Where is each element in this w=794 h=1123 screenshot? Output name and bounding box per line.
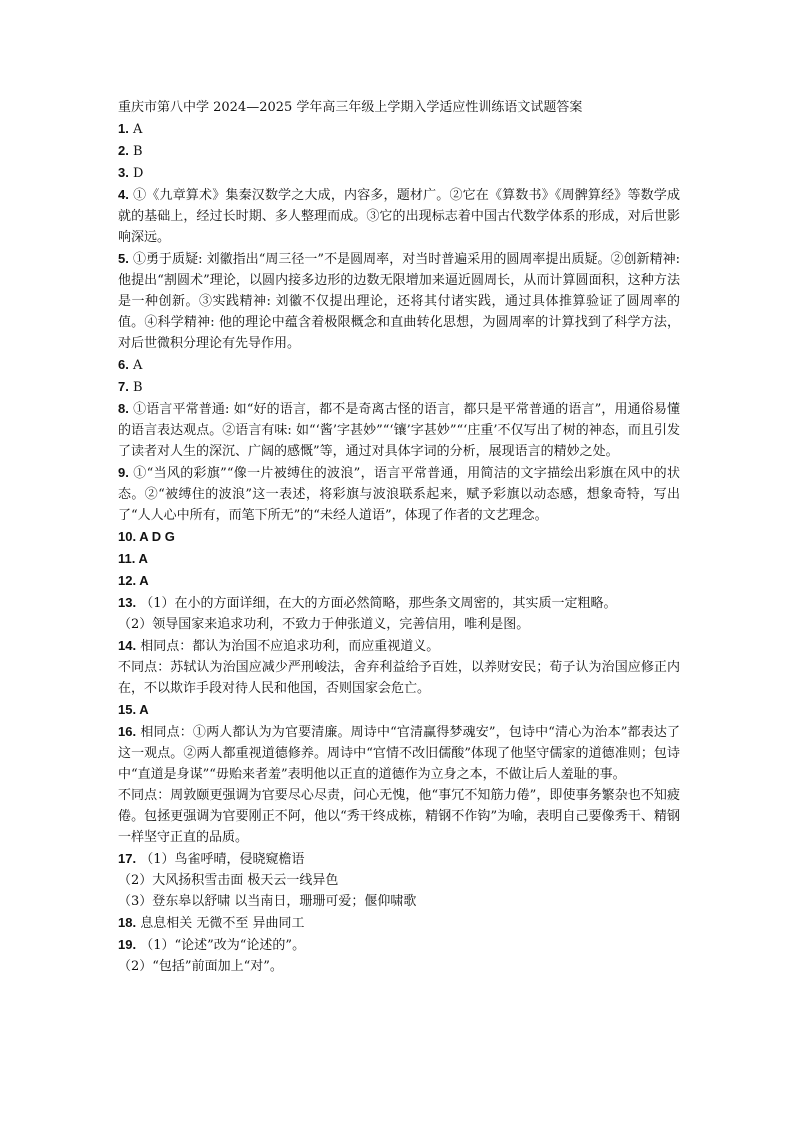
- answer-7: [118, 376, 680, 398]
- question-number: 6.: [118, 357, 129, 372]
- question-number: 7.: [118, 379, 129, 394]
- answer-text: D: [128, 166, 144, 181]
- question-number: 12.: [118, 573, 137, 588]
- question-number: 9.: [118, 465, 129, 480]
- question-number: 3.: [118, 165, 129, 180]
- answer-2: [118, 140, 680, 162]
- answer-text: 相同点：都认为治国不应追求功利，而应重视道义。: [136, 639, 440, 654]
- answer-text: A: [136, 573, 149, 588]
- answer-text: ①勇于质疑: 刘徽指出“周三径一”不是圆周率，对当时普遍采用的圆周率提出质疑。②创新精神: 他提出“割圆术”理论，以圆内接多边形的边数无限增加来逼近圆周长，从而计算圆面积，这种方法是一种创新。③实践精神: 刘徽不仅提出理论，还将其付诸实践，通过具体推算验证了圆周率的值。④科学精神: 他的理论中蕴含着极限概念和直曲转化思想，为圆周率的计算找到了科学方法，对后世微积分理论有先导作用。: [118, 252, 680, 351]
- answer-text: （1）“论述”改为“论述的”。: [136, 938, 306, 953]
- question-number: 8.: [118, 401, 129, 416]
- answer-13-part-2: （2）领导国家来追求功利，不致力于伸张道义，完善信用，唯利是图。: [118, 617, 530, 632]
- answer-11: [118, 548, 680, 570]
- answer-text: ①“当风的彩旗”“像一片被缚住的波浪”，语言平常普通，用简洁的文字描绘出彩旗在风中的状态。②“被缚住的波浪”这一表述，将彩旗与波浪联系起来，赋予彩旗以动态感，想象奇特，写出了“人人心中所有，而笔下所无”的“未经人道语”，体现了作者的文艺理念。: [118, 466, 680, 523]
- answer-text: A: [128, 358, 143, 373]
- question-number: 14.: [118, 638, 137, 653]
- answer-19-part-2: （2）“包括”前面加上“对”。: [118, 959, 283, 974]
- answer-text: （1）鸟雀呼晴，侵晓窥檐语: [136, 852, 305, 867]
- answer-17-part-3: （3）登东皋以舒啸 以当南日，珊珊可爱；偃仰啸歌: [118, 894, 417, 909]
- answer-text: ①《九章算术》集秦汉数学之大成，内容多，题材广。②它在《算数书》《周髀算经》等数学成就的基础上，经过长时期、多人整理而成。③它的出现标志着中国古代数学体系的形成，对后世影响深远。: [118, 188, 680, 245]
- answer-document: [118, 97, 680, 977]
- answer-text: B: [128, 144, 143, 159]
- question-number: 13.: [118, 595, 137, 610]
- answer-text: 息息相关 无微不至 异曲同工: [136, 916, 305, 931]
- question-number: 2.: [118, 143, 129, 158]
- question-number: 5.: [118, 251, 129, 266]
- question-number: 1.: [118, 121, 129, 136]
- answer-text: （1）在小的方面详细，在大的方面必然简略，那些条文周密的，其实质一定粗略。: [136, 596, 617, 611]
- question-number: 15.: [118, 702, 137, 717]
- question-number: 10.: [118, 529, 137, 544]
- answer-12: [118, 570, 680, 592]
- question-number: 17.: [118, 851, 137, 866]
- answer-text: A: [128, 122, 143, 137]
- answer-text: ①语言平常普通: 如“好的语言，都不是奇离古怪的语言，都只是平常普通的语言”，用通俗易懂的语言表达观点。②语言有味: 如“‘酱’字甚妙”“‘镶’字甚妙”“‘庄重’不仅写出了树的神态，而且引发了读者对人生的深沉、广阔的感慨”等，通过对具体字词的分析，展现语言的精妙之处。: [118, 402, 680, 459]
- answer-10: [118, 526, 680, 548]
- answer-17-part-1: [118, 848, 680, 870]
- answer-text: B: [128, 380, 143, 395]
- answer-text: A: [135, 551, 148, 566]
- answer-text: 相同点：①两人都认为为官要清廉。周诗中“官清赢得梦魂安”，包诗中“清心为治本”都表达了这一观点。②两人都重视道德修养。周诗中“官情不改旧儒酸”体现了他坚守儒家的道德准则；包诗中“直道是身谋”“毋贻来者羞”表明他以正直的道德作为立身之本，不做让后人羞耻的事。: [118, 725, 680, 782]
- answer-4: [118, 184, 680, 248]
- answer-8: [118, 398, 680, 462]
- answer-13-part-1: [118, 592, 680, 614]
- question-number: 19.: [118, 937, 137, 952]
- answer-text: A D G: [136, 529, 175, 544]
- answer-1: [118, 118, 680, 140]
- answer-6: [118, 354, 680, 376]
- answer-9: [118, 462, 680, 526]
- question-number: 11.: [118, 551, 136, 566]
- answer-18: [118, 912, 680, 934]
- question-number: 4.: [118, 187, 129, 202]
- answer-17-part-2: （2）大风扬积雪击面 极天云一线异色: [118, 873, 339, 888]
- question-number: 18.: [118, 915, 137, 930]
- answer-19-part-1: [118, 934, 680, 956]
- answer-16-difference: 不同点：周敦颐更强调为官要尽心尽责，问心无愧，他“事冗不知筋力倦”，即使事务繁杂也不知疲倦。包拯更强调为官要刚正不阿，他以“秀干终成栋，精钢不作钩”为喻，表明自己要像秀干、精钢一样坚守正直的品质。: [118, 788, 680, 845]
- document-title: 重庆市第八中学 2024—2025 学年高三年级上学期入学适应性训练语文试题答案: [118, 100, 583, 115]
- answer-14-difference: 不同点：苏轼认为治国应减少严刑峻法，舍弃利益给予百姓，以养财安民；荀子认为治国应修正内在，不以欺诈手段对待人民和他国，否则国家会危亡。: [118, 660, 680, 696]
- answer-text: A: [136, 702, 149, 717]
- answer-5: [118, 248, 680, 354]
- answer-15: [118, 699, 680, 721]
- answer-16-similarity: [118, 721, 680, 785]
- question-number: 16.: [118, 724, 137, 739]
- answer-3: [118, 162, 680, 184]
- answer-14-similarity: [118, 635, 680, 657]
